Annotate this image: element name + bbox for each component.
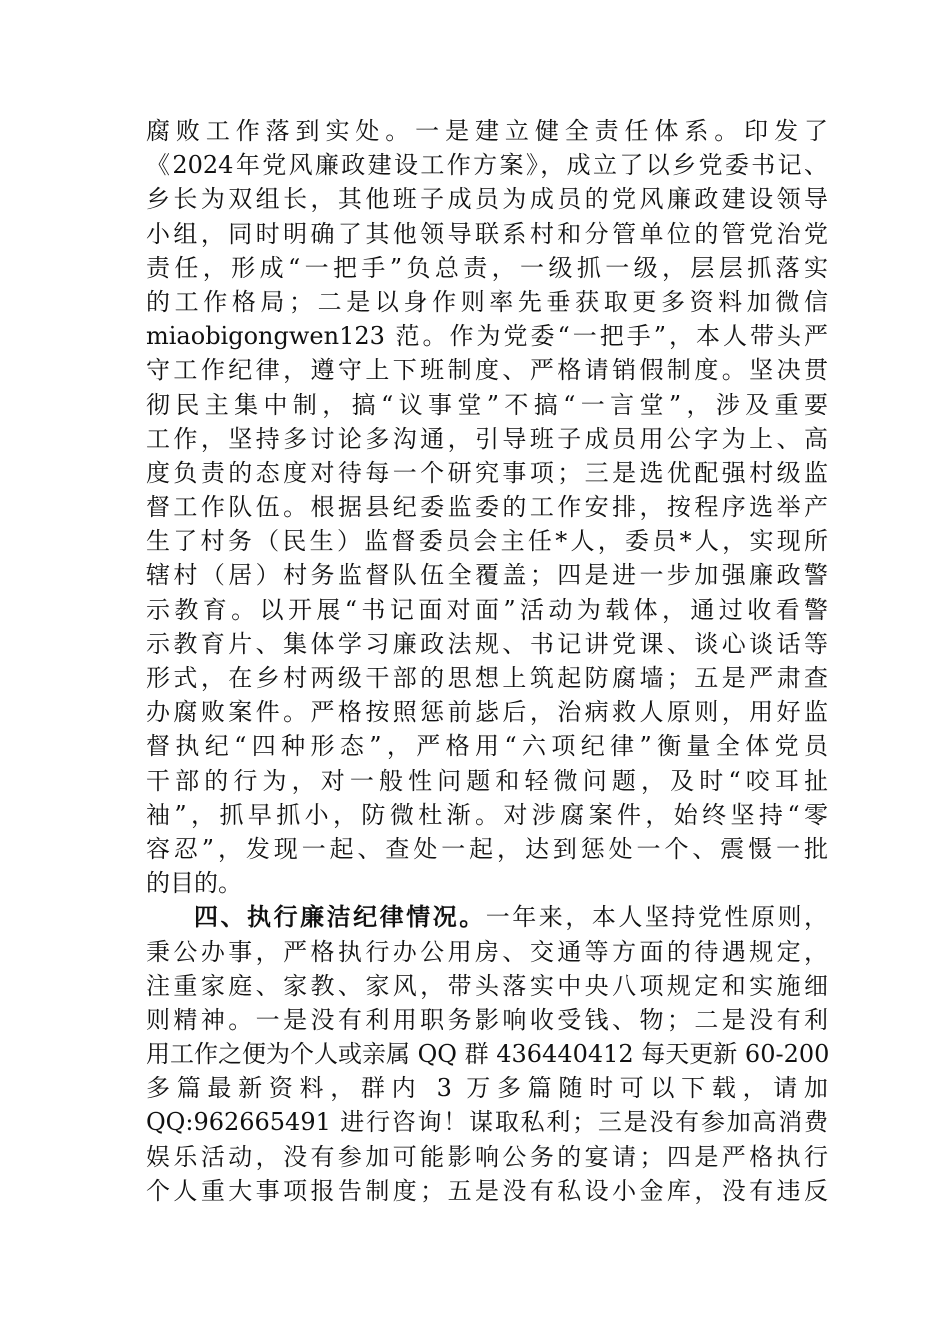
- text-line: 干部的行为，对一般性问题和轻微问题，及时“咬耳扯: [146, 766, 828, 795]
- text-line: miaobigongwen123 范。作为党委“一把手”，本人带头严: [146, 322, 828, 351]
- text-line: 腐败工作落到实处。一是建立健全责任体系。印发了: [146, 117, 828, 145]
- text-line: 袖”，抓早抓小，防微杜渐。对涉腐案件，始终坚持“零: [146, 800, 828, 829]
- text-line: 示教育片、集体学习廉政法规、书记讲党课、谈心谈话等: [146, 629, 828, 658]
- text-line: 的目的。: [146, 869, 242, 898]
- text-line: 乡长为双组长，其他班子成员为成员的党风廉政建设领导: [146, 185, 828, 214]
- text-line: 工作，坚持多讨论多沟通，引导班子成员用公字为上、高: [146, 424, 828, 453]
- text-line: 则精神。一是没有利用职务影响收受钱、物；二是没有利: [146, 1005, 828, 1034]
- text-line: 小组，同时明确了其他领导联系村和分管单位的管党治党: [146, 219, 828, 248]
- text-line: 辖村（居）村务监督队伍全覆盖；四是进一步加强廉政警: [146, 561, 828, 590]
- text-line: 秉公办事，严格执行办公用房、交通等方面的待遇规定，: [146, 937, 828, 966]
- text-line: 督执纪“四种形态”，严格用“六项纪律”衡量全体党员: [146, 732, 828, 761]
- text-line: 督工作队伍。根据县纪委监委的工作安排，按程序选举产: [146, 493, 828, 522]
- section-heading: 四、执行廉洁纪律情况。: [194, 903, 486, 932]
- section-first-line-text: 一年来，本人坚持党性原则，: [485, 903, 829, 932]
- text-line: 个人重大事项报告制度；五是没有私设小金库，没有违反: [146, 1176, 828, 1205]
- text-line: QQ:962665491 进行咨询！谋取私利；三是没有参加高消费: [146, 1108, 828, 1137]
- text-line: 办腐败案件。严格按照惩前毖后，治病救人原则，用好监: [146, 698, 828, 727]
- text-line: 责任，形成“一把手”负总责，一级抓一级，层层抓落实: [146, 253, 828, 282]
- text-line: 用工作之便为个人或亲属 QQ 群 436440412 每天更新 60-200: [146, 1040, 830, 1069]
- text-line: 守工作纪律，遵守上下班制度、严格请销假制度。坚决贯: [146, 356, 828, 385]
- body-text: [146, 114, 828, 1208]
- text-line: 彻民主集中制，搞“议事堂”不搞“一言堂”，涉及重要: [146, 390, 828, 419]
- text-line: 形式，在乡村两级干部的思想上筑起防腐墙；五是严肃查: [146, 664, 828, 692]
- text-line: 容忍”，发现一起、查处一起，达到惩处一个、震慑一批: [146, 834, 828, 863]
- text-line: 娱乐活动，没有参加可能影响公务的宴请；四是严格执行: [146, 1142, 828, 1171]
- text-line: 示教育。以开展“书记面对面”活动为载体，通过收看警: [146, 595, 828, 624]
- text-line: 《2024年党风廉政建设工作方案》，成立了以乡党委书记、: [146, 151, 828, 180]
- text-line: 度负责的态度对待每一个研究事项；三是选优配强村级监: [146, 458, 828, 487]
- section-first-line: [146, 900, 828, 934]
- text-line: 多篇最新资料，群内 3 万多篇随时可以下载，请加: [146, 1074, 828, 1103]
- text-line: 生了村务（民生）监督委员会主任*人，委员*人，实现所: [146, 527, 828, 556]
- text-line: 注重家庭、家教、家风，带头落实中央八项规定和实施细: [146, 971, 828, 1000]
- text-line: 的工作格局；二是以身作则率先垂获取更多资料加微信: [146, 287, 828, 316]
